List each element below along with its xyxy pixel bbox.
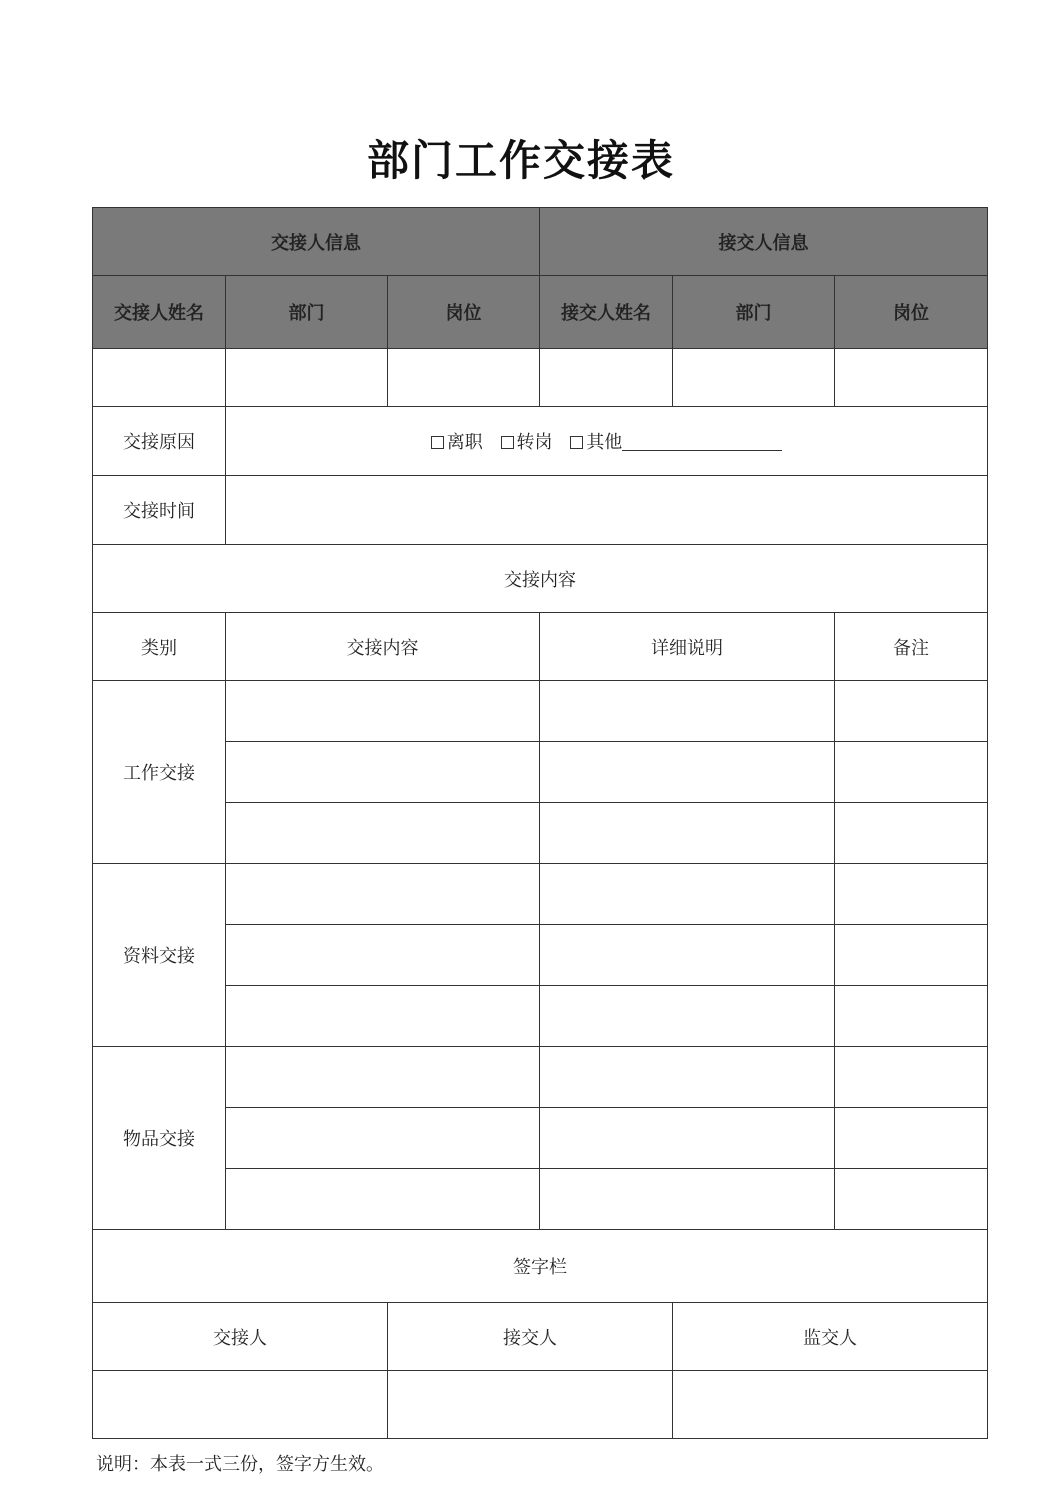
handover-dept-header: 部门 xyxy=(226,276,388,349)
receiver-name-header: 接交人姓名 xyxy=(540,276,673,349)
receiver-info-header: 接交人信息 xyxy=(540,208,988,276)
category-items: 物品交接 xyxy=(93,1047,226,1230)
col-remark: 备注 xyxy=(835,613,988,681)
receiver-post-header: 岗位 xyxy=(835,276,988,349)
reason-option-label: 离职 xyxy=(446,432,483,453)
page-title: 部门工作交接表 xyxy=(366,136,675,185)
sign-col-handover: 交接人 xyxy=(93,1303,388,1371)
category-documents: 资料交接 xyxy=(93,864,226,1047)
remark-cell[interactable] xyxy=(835,803,988,864)
time-label: 交接时间 xyxy=(93,476,226,545)
receiver-name-field[interactable] xyxy=(540,349,673,407)
content-cell[interactable] xyxy=(226,1047,540,1108)
checkbox-icon[interactable] xyxy=(431,436,444,449)
remark-cell[interactable] xyxy=(835,1169,988,1230)
footer-note: 说明：本表一式三份，签字方生效。 xyxy=(96,1454,384,1475)
reason-option-label: 转岗 xyxy=(516,432,553,453)
handover-post-header: 岗位 xyxy=(388,276,540,349)
detail-cell[interactable] xyxy=(540,742,835,803)
sign-supervisor-field[interactable] xyxy=(673,1371,988,1439)
signature-section-title: 签字栏 xyxy=(93,1230,988,1303)
receiver-post-field[interactable] xyxy=(835,349,988,407)
reason-option-label: 其他 xyxy=(586,432,623,453)
content-cell[interactable] xyxy=(226,864,540,925)
sign-handover-field[interactable] xyxy=(93,1371,388,1439)
handover-name-header: 交接人姓名 xyxy=(93,276,226,349)
receiver-dept-field[interactable] xyxy=(673,349,835,407)
remark-cell[interactable] xyxy=(835,986,988,1047)
checkbox-icon[interactable] xyxy=(570,436,583,449)
content-cell[interactable] xyxy=(226,803,540,864)
remark-cell[interactable] xyxy=(835,864,988,925)
content-cell[interactable] xyxy=(226,681,540,742)
col-category: 类别 xyxy=(93,613,226,681)
detail-cell[interactable] xyxy=(540,864,835,925)
detail-cell[interactable] xyxy=(540,1047,835,1108)
reason-options xyxy=(226,407,988,476)
category-work: 工作交接 xyxy=(93,681,226,864)
detail-cell[interactable] xyxy=(540,803,835,864)
content-cell[interactable] xyxy=(226,925,540,986)
content-cell[interactable] xyxy=(226,1108,540,1169)
remark-cell[interactable] xyxy=(835,742,988,803)
sign-receiver-field[interactable] xyxy=(388,1371,673,1439)
handover-name-field[interactable] xyxy=(93,349,226,407)
reason-option-transfer[interactable] xyxy=(501,432,553,453)
reason-label: 交接原因 xyxy=(93,407,226,476)
sign-col-receiver: 接交人 xyxy=(388,1303,673,1371)
reason-option-resign[interactable] xyxy=(431,432,483,453)
remark-cell[interactable] xyxy=(835,1047,988,1108)
checkbox-icon[interactable] xyxy=(501,436,514,449)
handover-form-table xyxy=(92,207,988,1439)
content-cell[interactable] xyxy=(226,1169,540,1230)
content-cell[interactable] xyxy=(226,742,540,803)
sign-col-supervisor: 监交人 xyxy=(673,1303,988,1371)
remark-cell[interactable] xyxy=(835,925,988,986)
detail-cell[interactable] xyxy=(540,681,835,742)
col-detail: 详细说明 xyxy=(540,613,835,681)
other-reason-blank[interactable] xyxy=(622,450,782,451)
detail-cell[interactable] xyxy=(540,1108,835,1169)
handover-dept-field[interactable] xyxy=(226,349,388,407)
remark-cell[interactable] xyxy=(835,681,988,742)
col-content: 交接内容 xyxy=(226,613,540,681)
content-cell[interactable] xyxy=(226,986,540,1047)
handover-post-field[interactable] xyxy=(388,349,540,407)
time-field[interactable] xyxy=(226,476,988,545)
receiver-dept-header: 部门 xyxy=(673,276,835,349)
detail-cell[interactable] xyxy=(540,925,835,986)
handover-info-header: 交接人信息 xyxy=(93,208,540,276)
content-section-title: 交接内容 xyxy=(93,545,988,613)
remark-cell[interactable] xyxy=(835,1108,988,1169)
detail-cell[interactable] xyxy=(540,986,835,1047)
reason-option-other[interactable] xyxy=(570,432,782,453)
detail-cell[interactable] xyxy=(540,1169,835,1230)
